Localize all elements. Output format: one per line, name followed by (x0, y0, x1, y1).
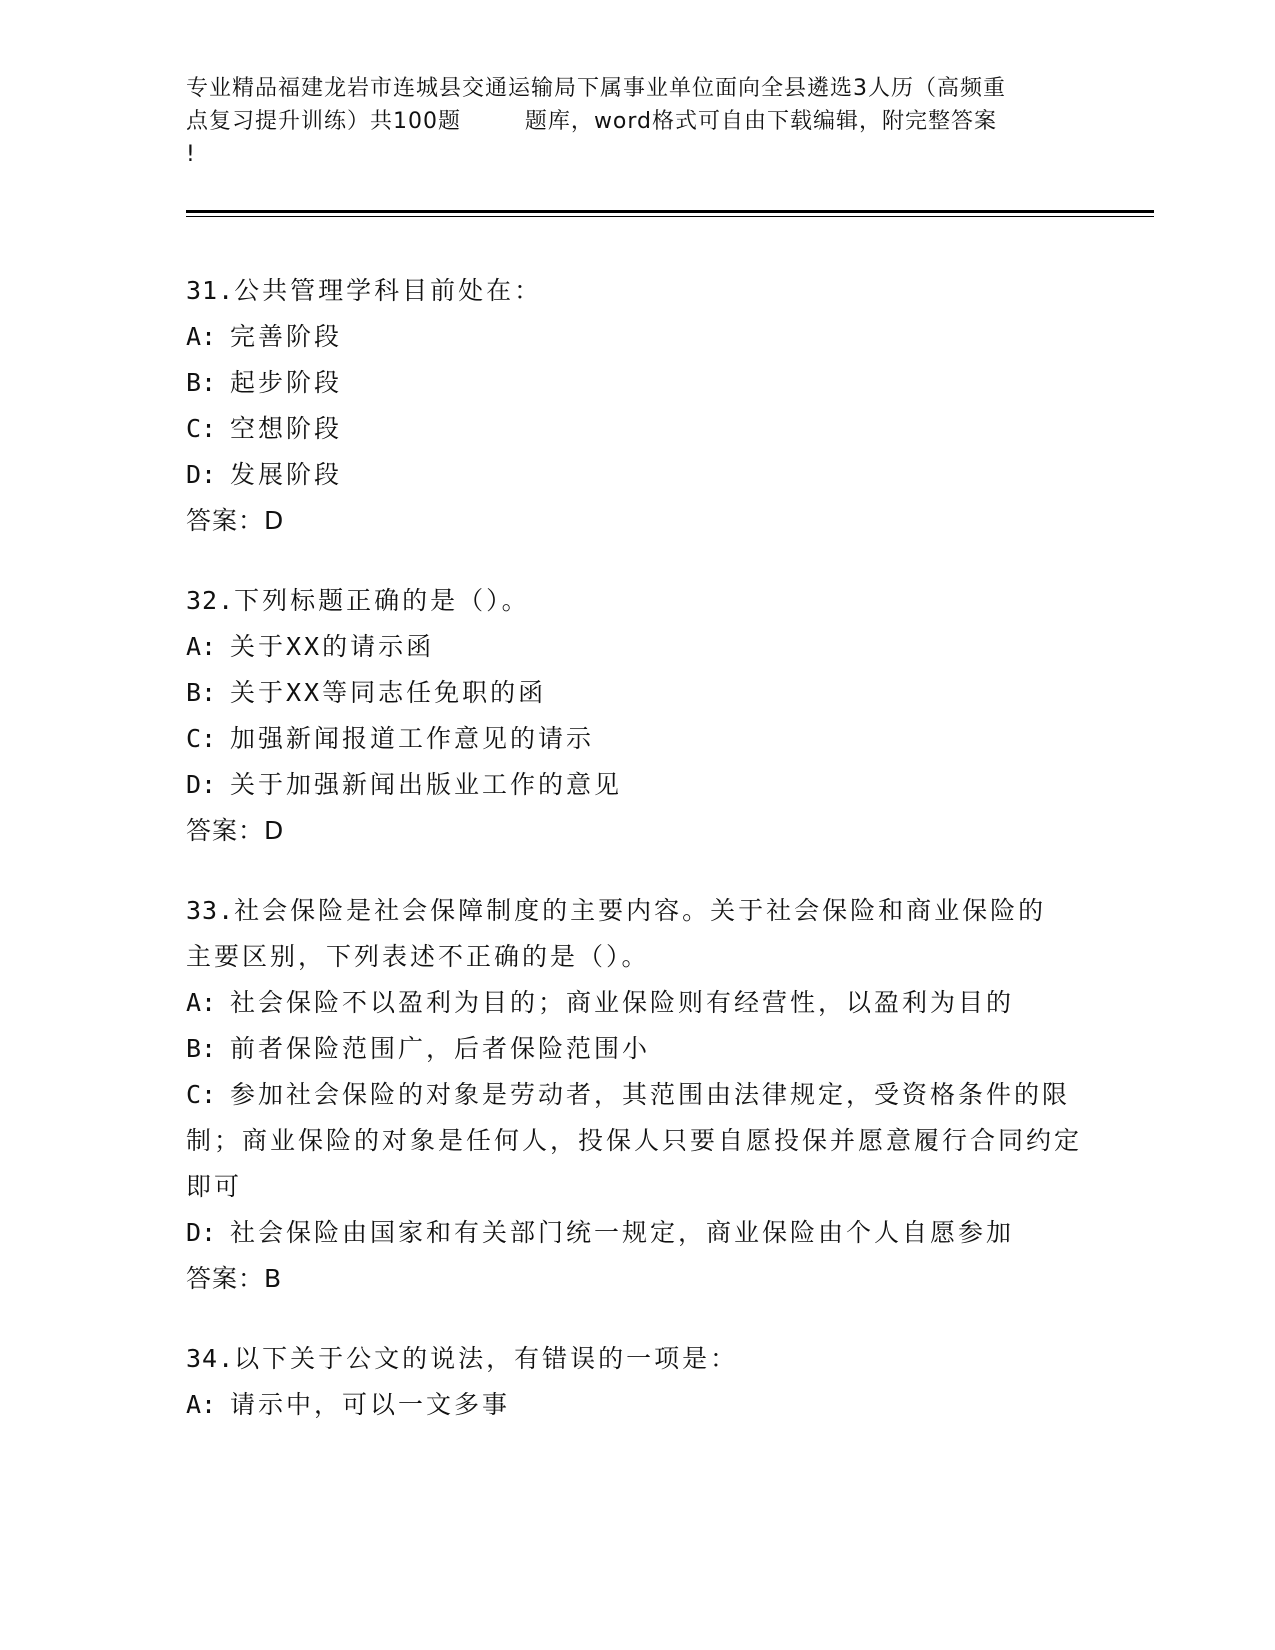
question-number: 33. (186, 896, 235, 925)
option-a (186, 314, 1086, 360)
option-text: 起步阶段 (230, 368, 343, 397)
option-a (186, 980, 1086, 1026)
question-31 (186, 268, 1086, 544)
answer-line: 答案：B (186, 1264, 283, 1293)
option-c (186, 716, 1086, 762)
question-33 (186, 888, 1086, 1302)
option-letter: D: (186, 770, 217, 799)
option-text: 发展阶段 (230, 460, 343, 489)
option-d (186, 762, 1086, 808)
question-stem (186, 268, 1086, 314)
header-line-3: ! (186, 142, 196, 167)
option-d (186, 452, 1086, 498)
option-text: 参加社会保险的对象是劳动者，其范围由法律规定，受资格条件的限制；商业保险的对象是任何人，投保人只要自愿投保并愿意履行合同约定即可 (186, 1080, 1083, 1201)
option-letter: A: (186, 988, 217, 1017)
option-letter: C: (186, 414, 217, 443)
option-text: 关于加强新闻出版业工作的意见 (230, 770, 623, 799)
option-text: 关于XX等同志任免职的函 (230, 678, 547, 707)
question-text: 公共管理学科目前处在： (234, 276, 543, 305)
header-divider-thin (186, 216, 1154, 217)
option-letter: C: (186, 1080, 217, 1109)
question-text: 社会保险是社会保障制度的主要内容。关于社会保险和商业保险的 (234, 896, 1047, 925)
option-text: 前者保险范围广，后者保险范围小 (230, 1034, 651, 1063)
question-number: 34. (186, 1344, 235, 1373)
answer-line: 答案：D (186, 816, 285, 845)
question-number: 31. (186, 276, 235, 305)
header-line-1: 专业精品福建龙岩市连城县交通运输局下属事业单位面向全县遴选3人历（高频重 (186, 76, 1006, 101)
option-text: 空想阶段 (230, 414, 343, 443)
option-c (186, 406, 1086, 452)
answer-line: 答案：D (186, 506, 285, 535)
option-letter: B: (186, 368, 217, 397)
question-list (186, 268, 1086, 1462)
option-letter: C: (186, 724, 217, 753)
option-text: 请示中，可以一文多事 (230, 1390, 511, 1419)
option-letter: A: (186, 1390, 217, 1419)
document-header (186, 72, 1086, 171)
option-b (186, 360, 1086, 406)
option-d (186, 1210, 1086, 1256)
question-stem (186, 578, 1086, 624)
question-34 (186, 1336, 1086, 1428)
option-text: 关于XX的请示函 (230, 632, 435, 661)
option-text: 社会保险不以盈利为目的；商业保险则有经营性，以盈利为目的 (230, 988, 1015, 1017)
header-line-2: 点复习提升训练）共100题 题库，word格式可自由下载编辑，附完整答案 (186, 109, 998, 134)
question-text: 下列标题正确的是（）。 (234, 586, 530, 615)
option-text: 加强新闻报道工作意见的请示 (230, 724, 595, 753)
option-letter: D: (186, 460, 217, 489)
question-32 (186, 578, 1086, 854)
header-divider-thick (186, 210, 1154, 213)
question-stem (186, 1336, 1086, 1382)
option-letter: D: (186, 1218, 217, 1247)
option-letter: B: (186, 678, 217, 707)
option-letter: A: (186, 632, 217, 661)
option-letter: B: (186, 1034, 217, 1063)
option-text: 社会保险由国家和有关部门统一规定，商业保险由个人自愿参加 (230, 1218, 1015, 1247)
question-text: 以下关于公文的说法，有错误的一项是： (234, 1344, 739, 1373)
option-letter: A: (186, 322, 217, 351)
option-a (186, 1382, 1086, 1428)
option-a (186, 624, 1086, 670)
option-c (186, 1072, 1086, 1210)
option-b (186, 1026, 1086, 1072)
question-stem-continued: 主要区别，下列表述不正确的是（）。 (186, 942, 650, 971)
question-stem (186, 888, 1086, 934)
option-b (186, 670, 1086, 716)
question-number: 32. (186, 586, 235, 615)
option-text: 完善阶段 (230, 322, 343, 351)
